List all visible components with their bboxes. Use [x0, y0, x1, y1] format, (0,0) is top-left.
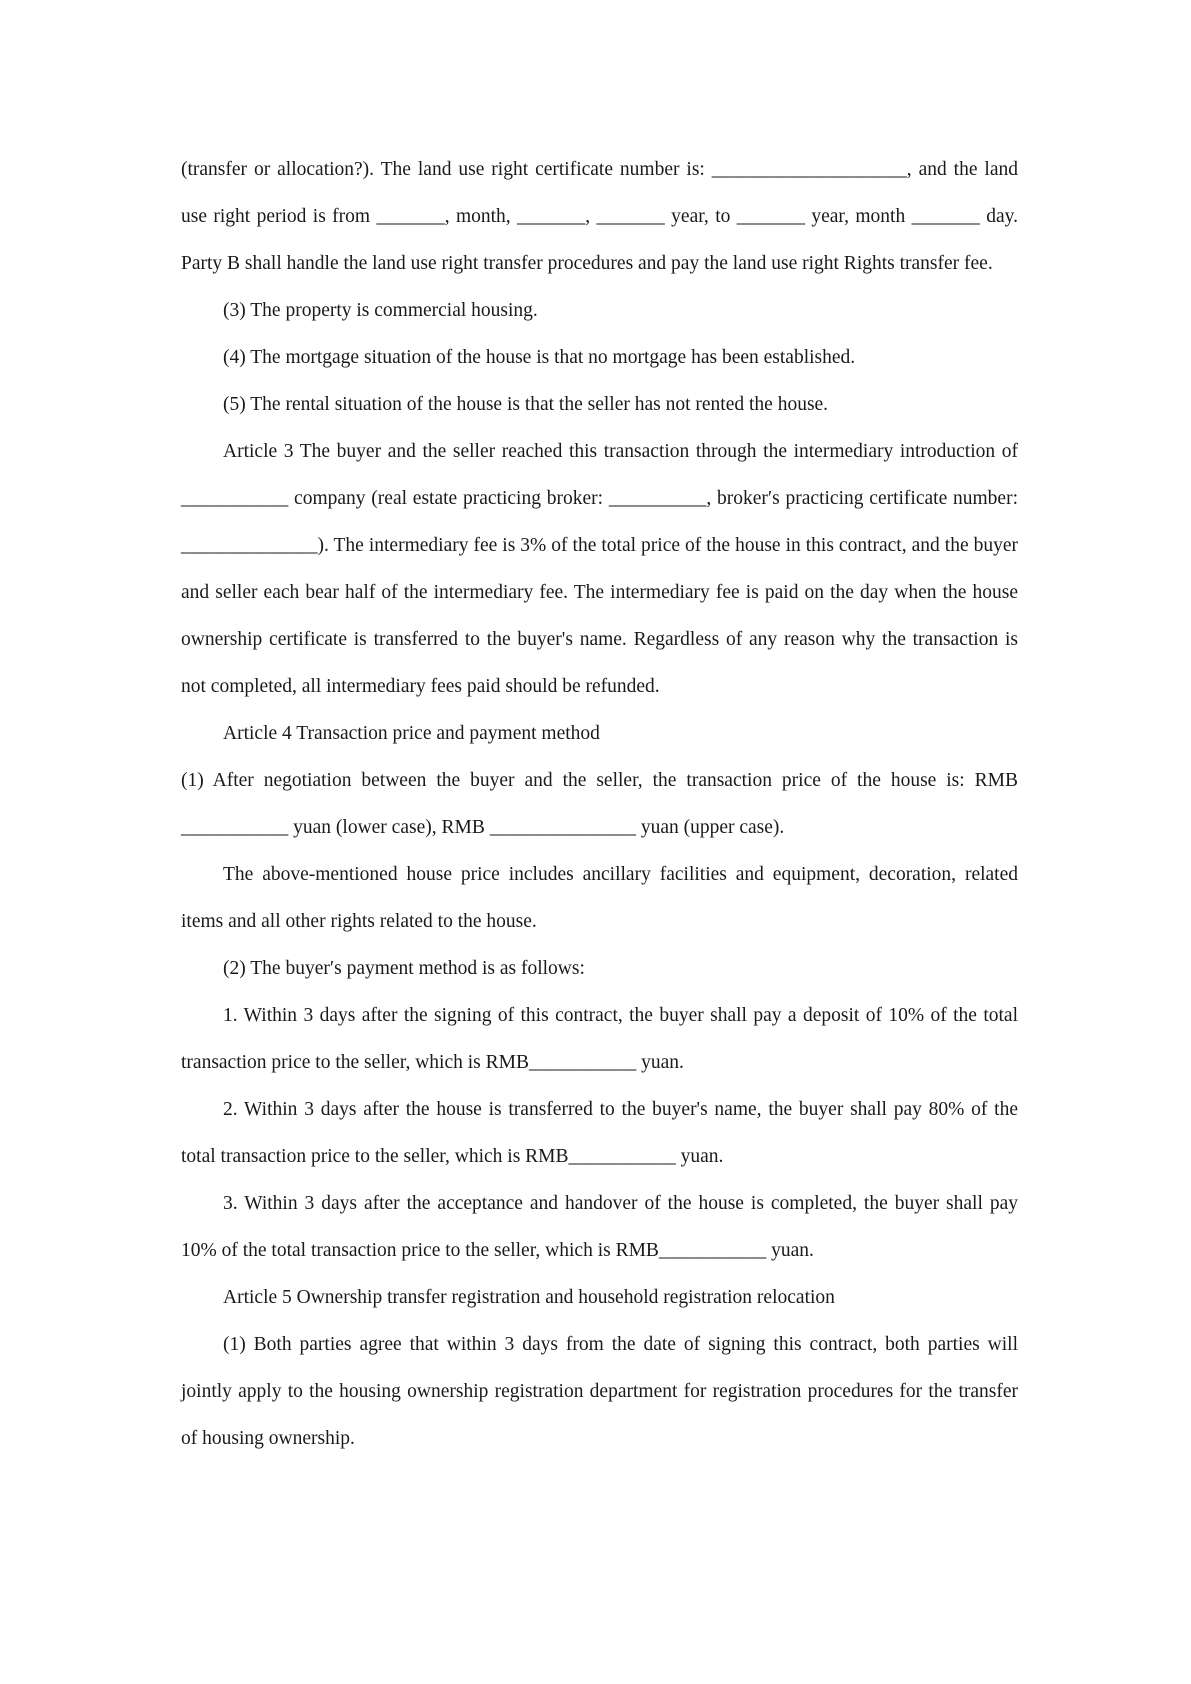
heading-article-5: Article 5 Ownership transfer registration and household registration relocation	[223, 1287, 835, 1308]
paragraph-price-includes: The above-mentioned house price includes ancillary facilities and equipment, decoration, related items and all other rights related to the house.	[181, 864, 1018, 932]
paragraph-rental-situation: (5) The rental situation of the house is that the seller has not rented the house.	[223, 394, 829, 415]
paragraph-payment-1: 1. Within 3 days after the signing of this contract, the buyer shall pay a deposit of 10% of the total transaction price to the seller, which is RMB___________ yuan.	[181, 1005, 1018, 1073]
paragraph-payment-2: 2. Within 3 days after the house is transferred to the buyer's name, the buyer shall pay 80% of the total transaction price to the seller, which is RMB___________ yuan.	[181, 1099, 1018, 1167]
paragraph-ownership-registration: (1) Both parties agree that within 3 days from the date of signing this contract, both parties will jointly apply to the housing ownership registration department for registration procedures for the transfer of housing ownership.	[181, 1334, 1018, 1449]
heading-article-4: Article 4 Transaction price and payment method	[223, 723, 600, 744]
paragraph-payment-3: 3. Within 3 days after the acceptance and handover of the house is completed, the buyer shall pay 10% of the total transaction price to the seller, which is RMB___________ yuan.	[181, 1193, 1018, 1261]
paragraph-property-type: (3) The property is commercial housing.	[223, 300, 538, 321]
paragraph-article-3: Article 3 The buyer and the seller reached this transaction through the intermediary introduction of ___________ company (real estate practicing broker: __________, broker′s practicing certificate number: ______________). The intermediary fee is 3% of the total price of the house in this contract, and the buyer and seller each bear half of the intermediary fee. The intermediary fee is paid on the day when the house ownership certificate is transferred to the buyer's name. Regardless of any reason why the transaction is not completed, all intermediary fees paid should be refunded.	[181, 441, 1018, 697]
document-body	[181, 146, 1018, 1462]
paragraph-transaction-price: (1) After negotiation between the buyer and the seller, the transaction price of the house is: RMB ___________ yuan (lower case), RMB _______________ yuan (upper case).	[181, 770, 1018, 838]
paragraph-mortgage-situation: (4) The mortgage situation of the house is that no mortgage has been established.	[223, 347, 856, 368]
paragraph-payment-method: (2) The buyer′s payment method is as follows:	[223, 958, 585, 979]
paragraph-land-use-right: (transfer or allocation?). The land use right certificate number is: ____________________, and the land use right period is from _______, month, _______, _______ year, to _______ year, month _______ day. Party B shall handle the land use right transfer procedures and pay the land use right Rights transfer fee.	[181, 159, 1018, 274]
